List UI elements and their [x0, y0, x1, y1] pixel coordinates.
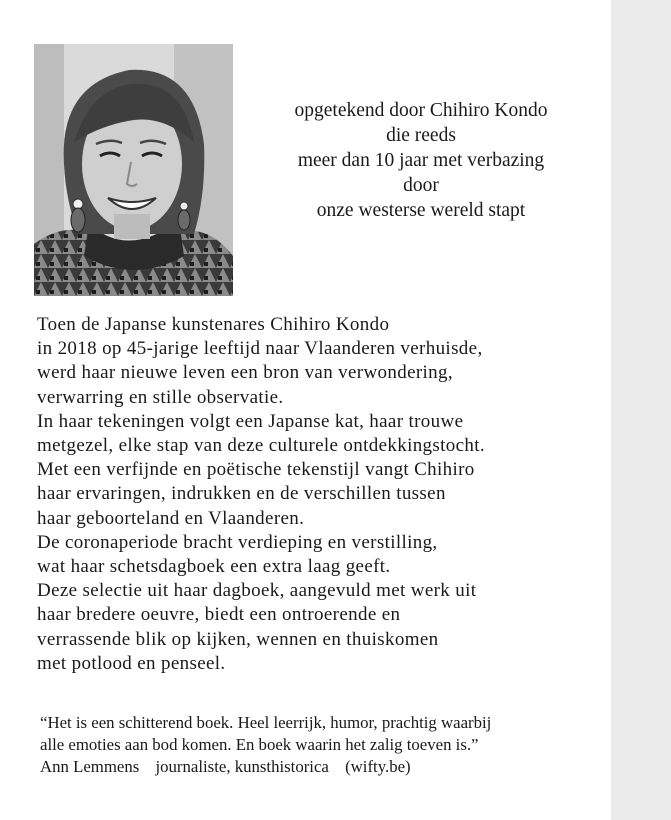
blurb-line: haar ervaringen, indrukken en de verschillen tussen: [37, 483, 446, 505]
quote-attribution: [40, 756, 491, 778]
blurb-line: Toen de Japanse kunstenares Chihiro Kondo: [37, 314, 390, 335]
blurb-line: verrassende blik op kijken, wennen en thuiskomen: [37, 628, 439, 650]
blurb-line: Met een verfijnde en poëtische tekenstijl vangt Chihiro: [37, 459, 475, 481]
blurb-line: werd haar nieuwe leven een bron van verwondering,: [37, 362, 453, 384]
quote-author: Ann Lemmens: [40, 756, 140, 776]
blurb-line: metgezel, elke stap van deze culturele ontdekkingstocht.: [37, 435, 485, 457]
blurb-line: in 2018 op 45-jarige leeftijd naar Vlaanderen verhuisde,: [37, 338, 483, 360]
blurb-line: haar bredere oeuvre, biedt een ontroerende en: [37, 604, 401, 626]
caption-line: meer dan 10 jaar met verbazing: [297, 150, 545, 171]
quote-line: alle emoties aan bod komen. En boek waarin het zalig toeven is.”: [40, 734, 479, 754]
right-margin-strip: [611, 0, 671, 820]
blurb-line: In haar tekeningen volgt een Japanse kat, haar trouwe: [37, 410, 464, 432]
blurb-line: met potlood en penseel.: [37, 652, 226, 674]
photo-caption: [240, 98, 602, 223]
blurb-line: verwarring en stille observatie.: [37, 386, 284, 408]
blurb-paragraph: [37, 313, 485, 676]
caption-line: opgetekend door Chihiro Kondo: [294, 100, 548, 121]
quote-source: (wifty.be): [345, 756, 411, 776]
blurb-line: haar geboorteland en Vlaanderen.: [37, 507, 305, 529]
caption-line: door: [403, 175, 439, 196]
blurb-line: De coronaperiode bracht verdieping en verstilling,: [37, 531, 438, 553]
caption-line: onze westerse wereld stapt: [316, 200, 526, 221]
review-quote: [40, 712, 491, 777]
author-portrait-image: [34, 44, 233, 296]
blurb-line: wat haar schetsdagboek een extra laag geeft.: [37, 556, 391, 578]
quote-line: “Het is een schitterend boek. Heel leerrijk, humor, prachtig waarbij: [40, 713, 492, 732]
quote-author-role: journaliste, kunsthistorica: [155, 756, 329, 776]
blurb-line: Deze selectie uit haar dagboek, aangevuld met werk uit: [37, 580, 477, 602]
author-photo: [34, 44, 233, 296]
caption-line: die reeds: [386, 125, 456, 146]
